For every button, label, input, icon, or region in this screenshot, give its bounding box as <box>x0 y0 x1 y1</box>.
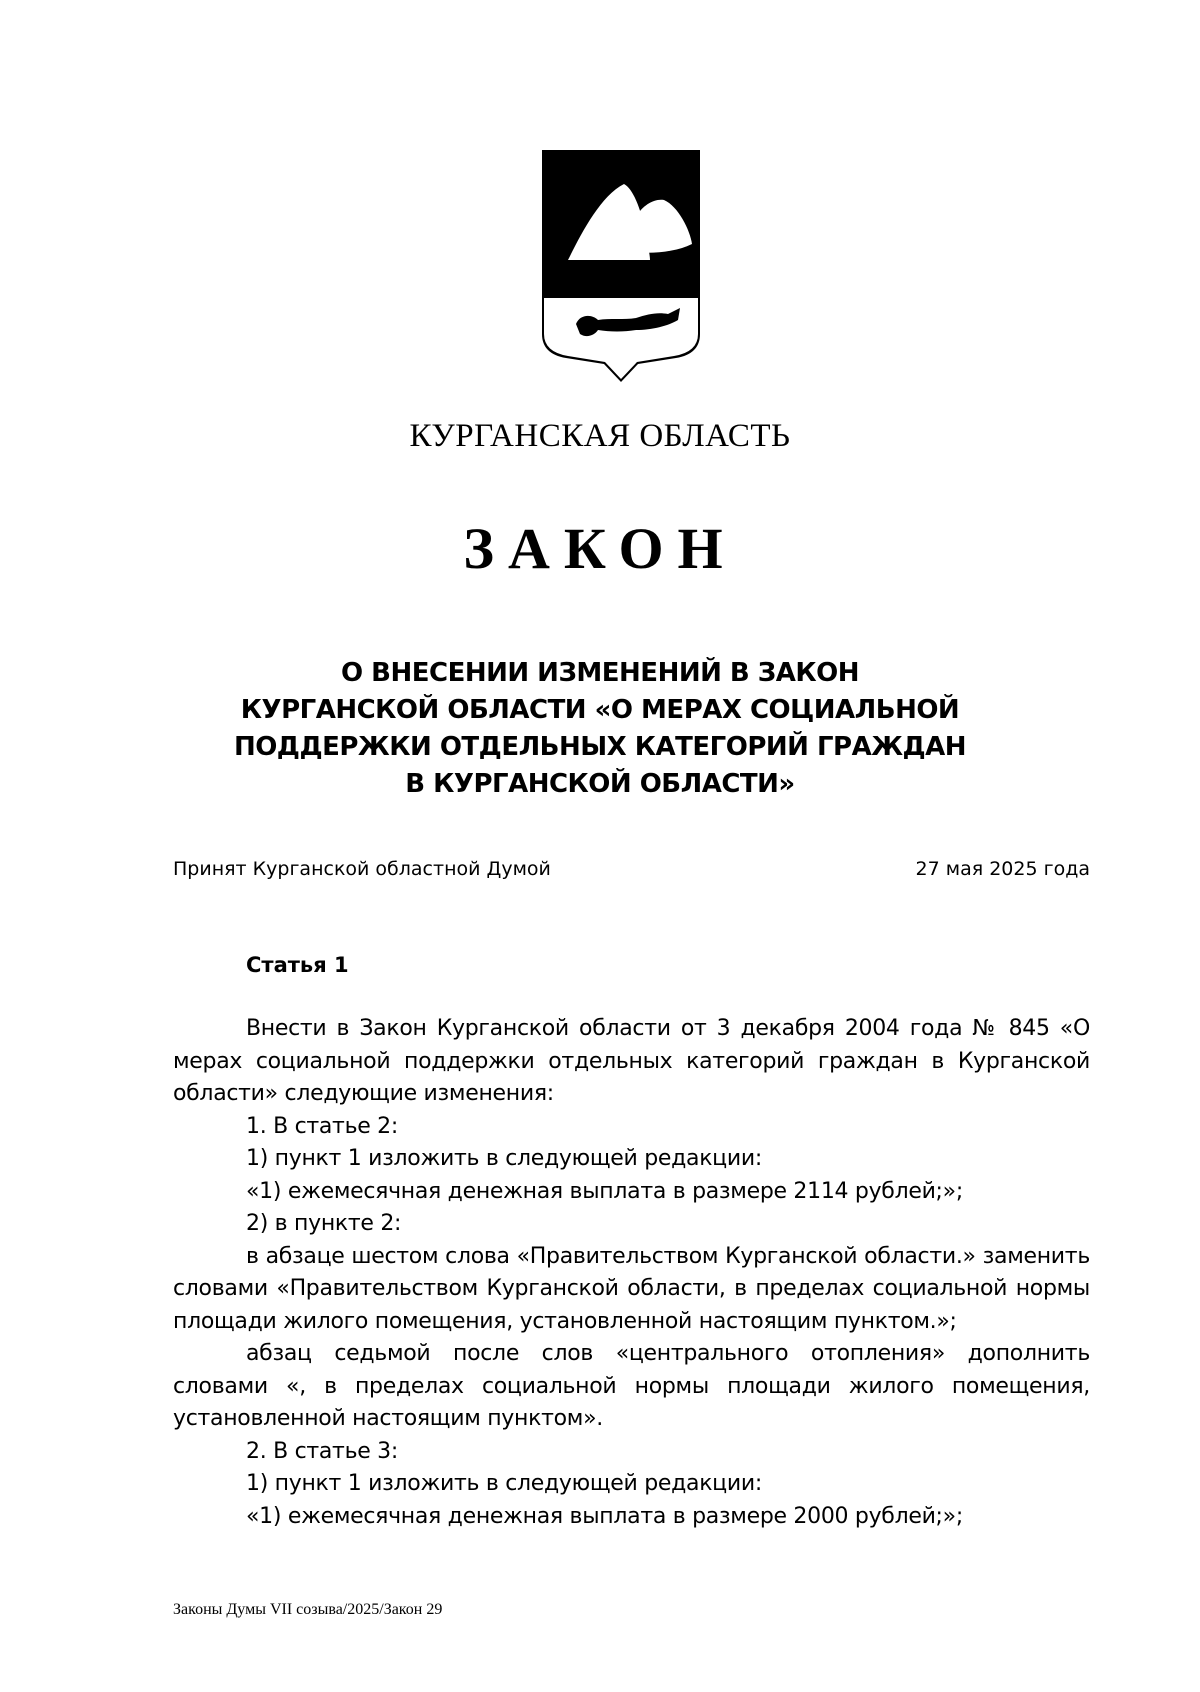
paragraph: 1) пункт 1 изложить в следующей редакции: <box>246 1146 762 1171</box>
adoption-body: Принят Курганской областной Думой <box>173 858 551 880</box>
law-title-line: ПОДДЕРЖКИ ОТДЕЛЬНЫХ КАТЕГОРИЙ ГРАЖДАН <box>233 732 967 762</box>
article-heading: Статья 1 <box>246 953 349 977</box>
paragraph: 2) в пункте 2: <box>246 1211 402 1236</box>
law-title-line: КУРГАНСКОЙ ОБЛАСТИ «О МЕРАХ СОЦИАЛЬНОЙ <box>240 695 960 725</box>
paragraph: «1) ежемесячная денежная выплата в размере 2114 рублей;»; <box>246 1178 963 1204</box>
law-title-line: В КУРГАНСКОЙ ОБЛАСТИ» <box>405 769 795 799</box>
paragraph: 1) пункт 1 изложить в следующей редакции: <box>246 1471 762 1496</box>
paragraph: Внести в Закон Курганской области от 3 декабря 2004 года № 845 «О мерах социальной поддержки отдельных категорий граждан в Курганской области» следующие изменения: <box>173 1016 1090 1106</box>
document-type-heading: ЗАКОН <box>463 516 737 581</box>
footer-reference: Законы Думы VII созыва/2025/Закон 29 <box>173 1601 443 1618</box>
paragraph: в абзаце шестом слова «Правительством Курганской области.» заменить словами «Правительством Курганской области, в пределах социальной нормы площади жилого помещения, установленной настоящим пунктом.»; <box>173 1243 1090 1334</box>
article-body <box>173 1013 1090 1533</box>
paragraph: абзац седьмой после слов «центрального отопления» дополнить словами «, в пределах социальной нормы площади жилого помещения, установленной настоящим пунктом». <box>173 1341 1090 1431</box>
law-title-line: О ВНЕСЕНИИ ИЗМЕНЕНИЙ В ЗАКОН <box>341 658 859 688</box>
region-heading: КУРГАНСКАЯ ОБЛАСТЬ <box>409 418 791 454</box>
coat-of-arms-emblem <box>540 148 702 384</box>
paragraph: 1. В статье 2: <box>246 1113 398 1139</box>
paragraph: 2. В статье 3: <box>246 1438 398 1464</box>
paragraph: «1) ежемесячная денежная выплата в размере 2000 рублей;»; <box>246 1503 963 1529</box>
adoption-date: 27 мая 2025 года <box>915 858 1090 880</box>
law-title <box>220 655 980 803</box>
